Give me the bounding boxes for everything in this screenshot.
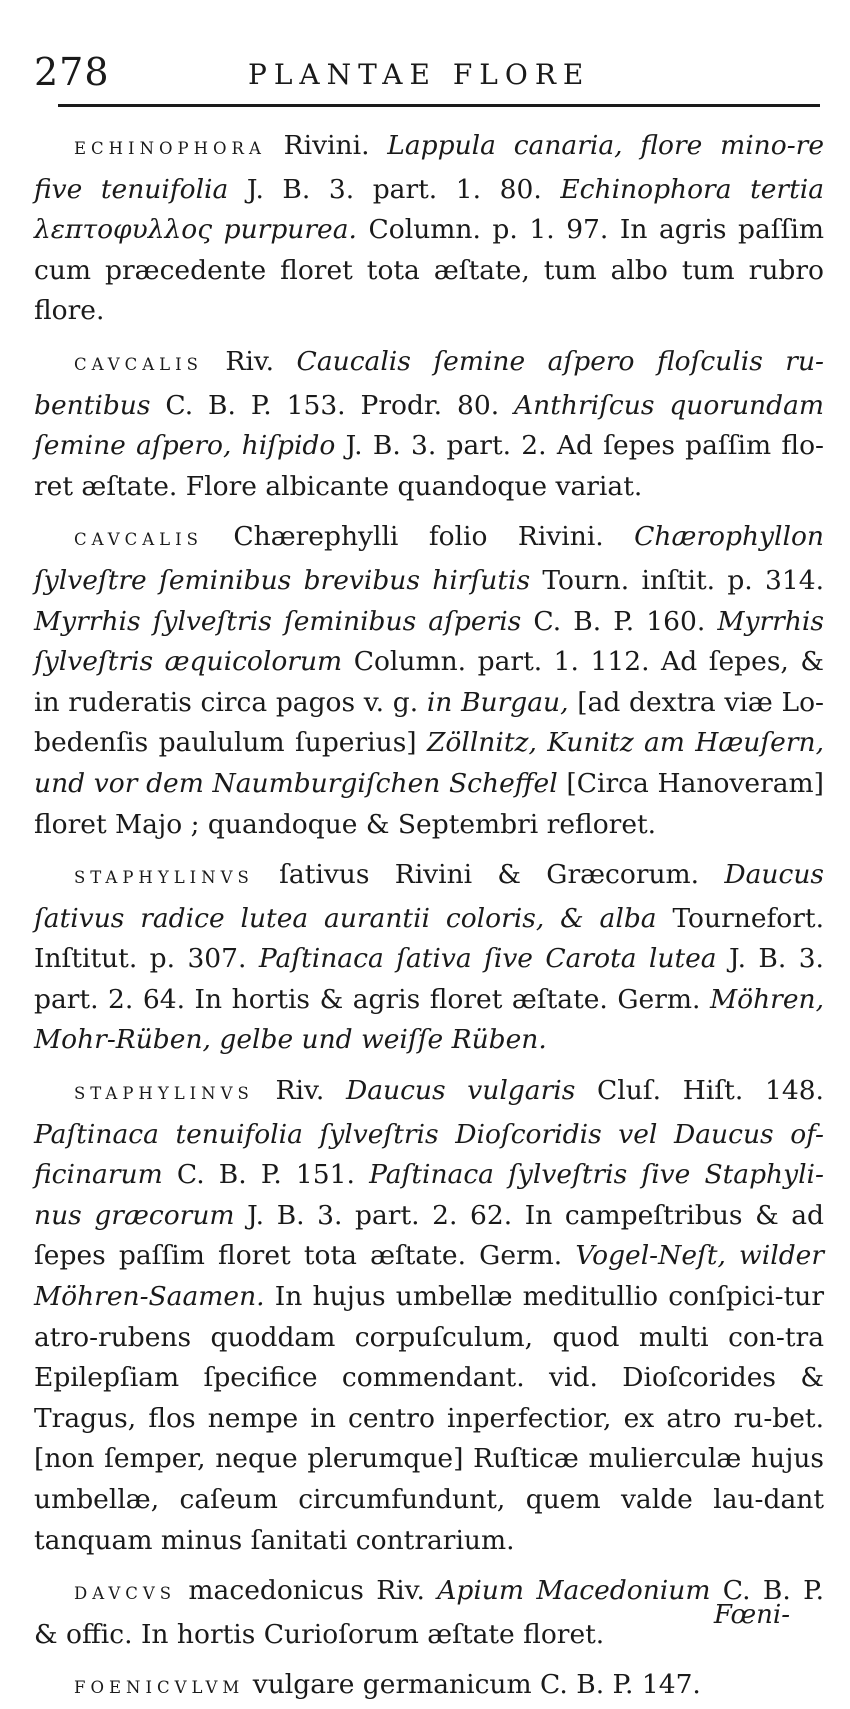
plant-entry [34, 1665, 824, 1709]
entry-italic-text: Myrrhis ſylveſtris æquicolorum [34, 605, 824, 678]
page-header [34, 50, 824, 100]
entry-italic-text: Paſtinaca tenuifolia ſylveſtris Dioſcoridis vel Daucus of-ficinarum [34, 1118, 824, 1191]
entry-text: Chærephylli folio Rivini. [202, 521, 635, 553]
entry-text: Cluſ. Hiſt. 148. [575, 1075, 824, 1107]
entry-text: Rivini. [265, 130, 388, 161]
entry-text: C. B. P. 160. [521, 605, 718, 637]
plant-entry [34, 855, 824, 1061]
entry-text: Riv. [253, 1075, 346, 1107]
entry-italic-text: Paſtinaca ſylveſtris ſive Staphyli-nus græcorum [34, 1159, 824, 1231]
entry-headword: ECHINOPHORA [74, 139, 266, 158]
entry-headword: STAPHYLINVS [74, 868, 254, 888]
entry-text: [ad dextra viæ Lo-bedenſis paululum ſuperius] [34, 686, 824, 759]
plant-entry [34, 342, 824, 507]
entry-italic-text: Paſtinaca ſativa ſive Carota lutea [258, 943, 717, 975]
entry-italic-text: Möhren, Mohr-Rüben, gelbe und weiſſe Rüben. [34, 983, 824, 1056]
entry-text: macedonicus Riv. [176, 1575, 438, 1607]
entry-text: C. B. P. 151. [162, 1159, 370, 1191]
entry-headword: CAVCALIS [74, 530, 203, 550]
entries-body [34, 126, 824, 1709]
entry-italic-text: in Burgau, [426, 686, 569, 718]
entry-text: J. B. 3. part. 2. Ad ſepes paſſim flo-ret æſtate. Flore albicante quandoque variat. [34, 430, 824, 502]
plant-entry [34, 1071, 824, 1561]
plant-entry [34, 126, 824, 332]
entry-headword: STAPHYLINVS [74, 1084, 254, 1104]
entry-italic-text: Myrrhis ſylveſtris ſeminibus aſperis [34, 605, 522, 637]
entry-text: [Circa Hanoveram] floret Majo ; quandoque & Septembri refloret. [34, 767, 825, 840]
entry-text: Column. p. 1. 97. In agris paſſim cum præcedente floret tota æſtate, tum albo tum rubro flore. [34, 214, 824, 327]
plant-entry [34, 1571, 824, 1655]
page-number: 278 [34, 50, 110, 94]
entry-text: In hujus umbellæ meditullio conſpici-tur atro-rubens quoddam corpuſculum, quod multi con-tra Epilepſiam ſpecifice commendant. vid. Dioſcorides & Tragus, flos nempe in centro inperfectior, ex atro ru-bet. [non ſemper, neque plerumque] Ruſticæ mulierculæ hujus umbellæ, caſeum circumfundunt, quem valde lau-dant tanquam minus ſanitati contrarium. [34, 1281, 824, 1556]
entry-text: vulgare germanicum C. B. P. 147. [244, 1669, 701, 1701]
entry-text: J. B. 3. part. 1. 80. [228, 173, 561, 205]
entry-italic-text: Apium Macedonium [437, 1575, 711, 1607]
entry-text: ſativus Rivini & Græcorum. [253, 859, 725, 891]
entry-italic-text: Caucalis ſemine aſpero floſculis ru-bentibus [34, 345, 824, 421]
header-rule [58, 104, 820, 107]
entry-text: C. B. P. 153. Prodr. 80. [150, 389, 515, 421]
entry-text: Tournefort. Inſtitut. p. 307. [34, 902, 825, 975]
entry-italic-text: Lappula canaria, flore mino-re five tenuifolia [34, 130, 825, 205]
catchword: Fœni- [713, 1600, 790, 1630]
entry-headword: CAVCALIS [74, 354, 203, 374]
entry-text: Riv. [202, 345, 297, 377]
entry-italic-text: Daucus ſativus radice lutea aurantii coloris, & alba [34, 859, 824, 934]
entry-text: J. B. 3. part. 2. 64. In hortis & agris floret æſtate. Germ. [34, 943, 824, 1015]
entry-headword: FOENICVLVM [74, 1678, 245, 1698]
entry-text: J. B. 3. part. 2. 62. In campeſtribus & ad ſepes paſſim floret tota æſtate. Germ. [34, 1199, 825, 1272]
entry-headword: DAVCVS [74, 1584, 177, 1604]
entry-italic-text: Echinophora tertia λεπτοφυλλος purpurea. [34, 173, 824, 246]
entry-italic-text: Vogel-Neſt, wilder Möhren-Saamen. [34, 1240, 825, 1313]
entry-text: Column. part. 1. 112. Ad ſepes, & in ruderatis circa pagos v. g. [34, 646, 824, 718]
entry-text: Tourn. inſtit. p. 314. [530, 564, 825, 596]
entry-italic-text: Chærophyllon ſylveſtre ſeminibus brevibus hirſutis [34, 521, 824, 596]
entry-italic-text: Anthriſcus quorundam ſemine aſpero, hiſpido [34, 389, 825, 462]
entry-italic-text: Daucus vulgaris [345, 1075, 576, 1107]
entry-italic-text: Zöllnitz, Kunitz am Hæuſern, und vor dem Naumburgiſchen Scheffel [34, 727, 824, 799]
entry-text: C. B. P. & offic. In hortis Curioſorum æſtate floret. [34, 1575, 825, 1650]
running-title: PLANTAE FLORE [248, 58, 591, 91]
plant-entry [34, 517, 824, 845]
